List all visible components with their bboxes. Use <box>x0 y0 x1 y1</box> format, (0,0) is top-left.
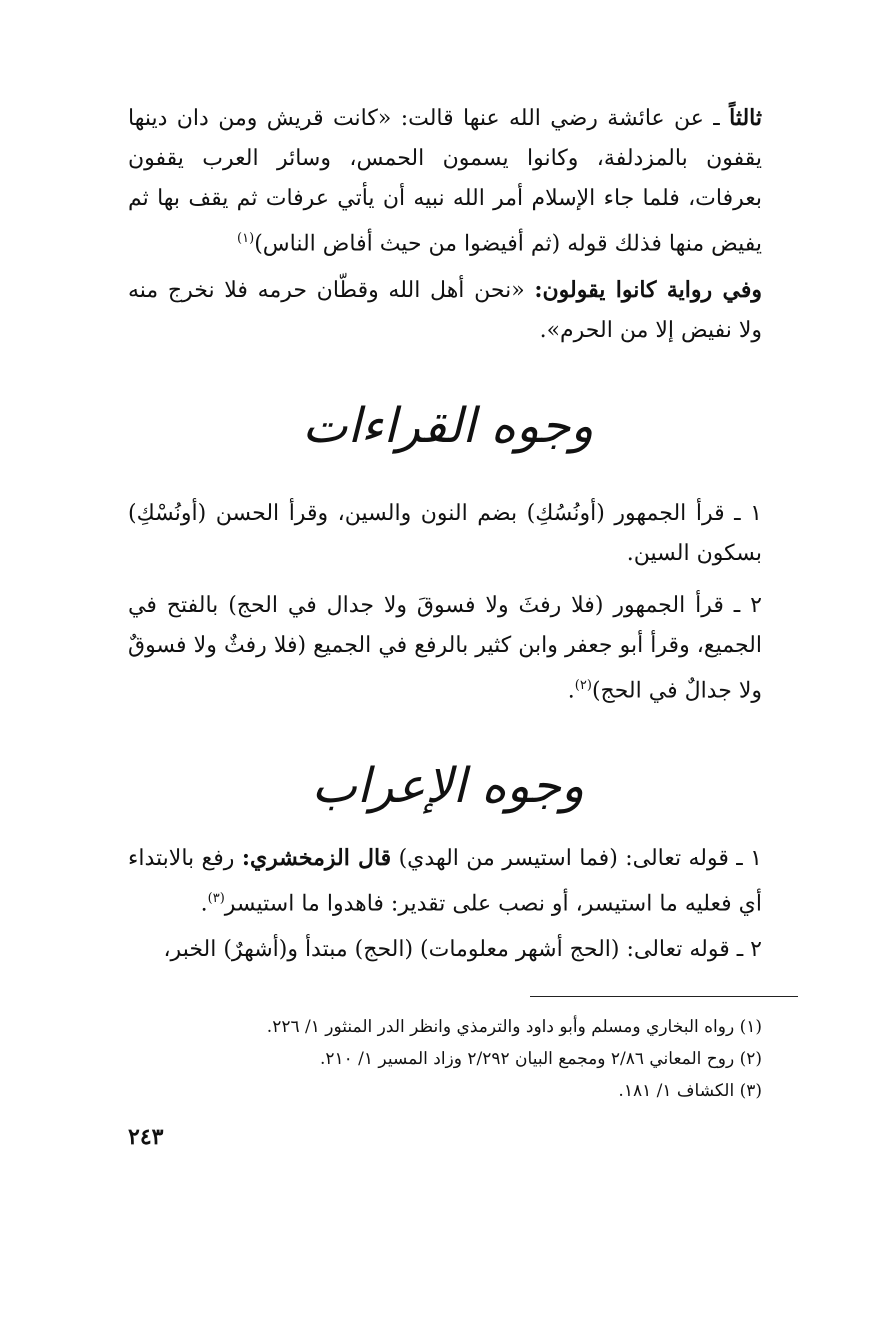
irab-item-1: ١ ـ قوله تعالى: (فما استيسر من الهدي) قال الزمخشري: رفع بالابتداء أي فعليه ما استيسر، أو نصب على تقدير: فاهدوا ما استيسر$^{(٣)}$. <box>128 845 762 917</box>
paragraph-text: رفع بالابتداء أي فعليه ما استيسر، أو نصب على تقدير: فاهدوا ما استيسر <box>128 846 762 917</box>
paragraph-label-thalithan: ثالثاً <box>729 105 762 131</box>
footnote-2: (٢) روح المعاني ٢/٨٦ ومجمع البيان ٢/٢٩٢ وزاد المسير ١/ ٢١٠. <box>319 1049 762 1069</box>
qiraa-item-1: ١ ـ قرأ الجمهور (أونُسُكِ) بضم النون والسين، وقرأ الحسن (أونُسْكِ) بسكون السين. <box>128 501 762 566</box>
paragraph-text: ـ عن عائشة رضي الله عنها قالت: «كانت قريش ومن دان دينها يقفون بالمزدلفة، وكانوا يسمون الحمس، وسائر العرب يقفون بعرفات، فلما جاء الإسلام أمر الله نبيه أن يأتي عرفات ثم يقف بها ثم يفيض منها فذلك قوله (ثم أفيضوا من حيث أفاض الناس) <box>128 106 762 257</box>
paragraph-text: ١ ـ قوله تعالى: (فما استيسر من الهدي) <box>391 846 762 871</box>
footnote-3: (٣) الكشاف ١/ ١٨١. <box>618 1081 762 1101</box>
footnote-1: (١) رواه البخاري ومسلم وأبو داود والترمذي وانظر الدر المنثور ١/ ٢٢٦. <box>266 1017 762 1037</box>
footnote-divider <box>530 996 798 997</box>
zamakhshari-label: قال الزمخشري: <box>241 845 392 871</box>
section-heading-irab: وجوه الإعراب <box>311 758 585 814</box>
footnote-ref-3: (٣) <box>207 891 225 906</box>
paragraph-text: ٢ ـ قرأ الجمهور (فلا رفثَ ولا فسوقَ ولا جدال في الحج) بالفتح في الجميع، وقرأ أبو جعفر وابن كثير بالرفع في الجميع (فلا رفثٌ ولا فسوقٌ ولا جدالٌ في الحج) <box>128 593 762 704</box>
footnote-ref-2: (٢) <box>574 678 592 693</box>
irab-item-2: ٢ ـ قوله تعالى: (الحج أشهر معلومات) (الحج) مبتدأ و(أشهرٌ) الخبر، <box>163 937 762 962</box>
paragraph-label-riwaya: وفي رواية كانوا يقولون: <box>534 277 762 303</box>
footnote-ref-1: (١) <box>237 231 255 246</box>
paragraph-text: «نحن أهل الله وقطّان حرمه فلا نخرج منه ولا نفيض إلا من الحرم». <box>128 278 762 343</box>
paragraph-aisha-hadith <box>128 98 762 264</box>
page-number: ٢٤٣ <box>128 1124 164 1150</box>
qiraa-item-2: ٢ ـ قرأ الجمهور (فلا رفثَ ولا فسوقَ ولا جدال في الحج) بالفتح في الجميع، وقرأ أبو جعفر وابن كثير بالرفع في الجميع (فلا رفثٌ ولا فسوقٌ ولا جدالٌ في الحج)$^{(٢)}$. <box>128 593 762 704</box>
section-heading-qiraat: وجوه القراءات <box>302 398 594 454</box>
paragraph-riwaya <box>128 270 762 351</box>
